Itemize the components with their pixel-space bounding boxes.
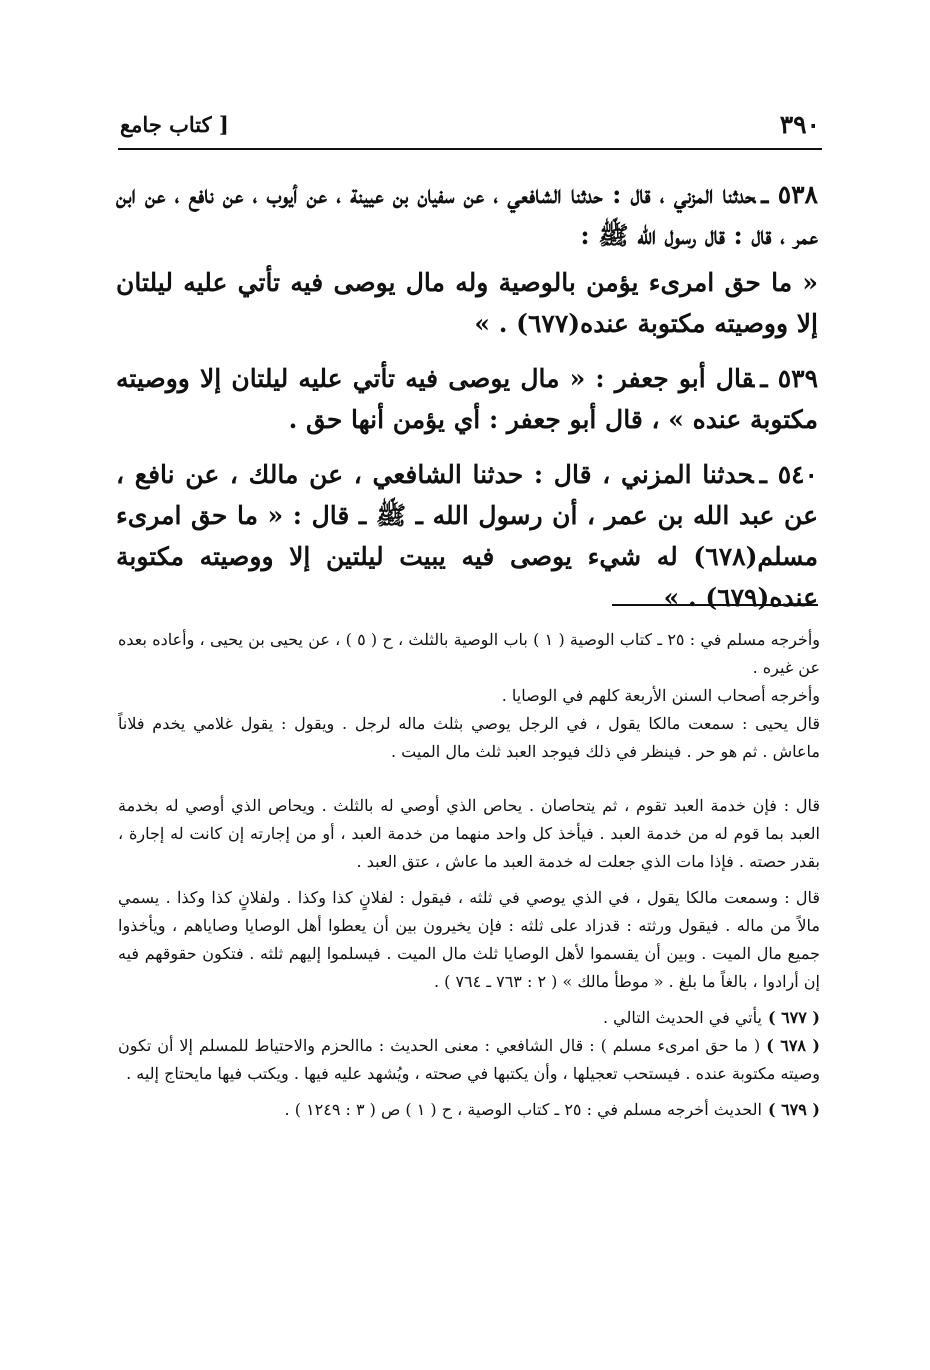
footnote-text: يأتي في الحديث التالي . [602,1008,762,1027]
hadith-text [116,358,818,440]
note-paragraph: قال يحيى : سمعت مالكا يقول ، في الرجل يوصي بثلث ماله لرجل . ويقول : يقول غلامي يخدم فلاناً ماعاش . ثم هو حر . فينظر في ذلك فيوجد العبد ثلث مال الميت . [118,714,820,761]
footnote-text: ( ما حق امرىء مسلم ) : قال الشافعي : معنى الحديث : ماالحزم والاحتياط للمسلم إلا أن تكون وصيته مكتوبة عنده . فيستحب تعجيلها ، وأن يكتبها في صحته ، ويُشهد عليه فيها . ويكتب فيها مايحتاج إليه . [118,1036,820,1083]
footnote-678 [118,1032,820,1088]
hadith-number: ٥٣٨ ـ [761,180,818,209]
note-paragraph: وأخرجه مسلم في : ٢٥ ـ كتاب الوصية ( ١ ) باب الوصية بالثلث ، ح ( ٥ ) ، عن يحيى بن يحيى ، وأعاده بعده عن غيره . [118,630,820,677]
hadith-body: حدثنا المزني ، قال : حدثنا الشافعي ، عن سفيان بن عيينة ، عن أيوب ، عن نافع ، عن ابن عمر ، قال : قال رسول الله ﷺ : [116,180,818,250]
hadith-quote: « ما حق امرىء يؤمن بالوصية وله مال يوصى فيه تأتي عليه ليلتان إلا ووصيته مكتوبة عنده(٦٧٧) . » [116,268,818,338]
hadith-539 [116,358,818,440]
hadith-body: حدثنا المزني ، قال : حدثنا الشافعي ، عن مالك ، عن نافع ، عن عبد الله بن عمر ، أن رسول الله ـ ﷺ ـ قال : « ما حق امرىء مسلم(٦٧٨) له شيء يوصى فيه يبيت ليلتين إلا ووصيته مكتوبة عنده(٦٧٩) . » [116,460,818,612]
note-paragraph: وأخرجه أصحاب السنن الأربعة كلهم في الوصايا . [501,686,820,705]
hadith-text [116,454,818,618]
footnote-divider [612,604,818,606]
footnote-number: ( ٦٧٧ ) [767,1008,820,1027]
hadith-number: ٥٣٩ ـ [760,364,819,393]
footnote-677 [118,1004,820,1032]
footnote-text: الحديث أخرجه مسلم في : ٢٥ ـ كتاب الوصية ، ح ( ١ ) ص ( ٣ : ١٢٤٩ ) . [284,1100,762,1119]
hadith-body: قال أبو جعفر : « مال يوصى فيه تأتي عليه ليلتان إلا ووصيته مكتوبة عنده » ، قال أبو جعفر : أي يؤمن أنها حق . [116,364,818,434]
hadith-538 [116,174,818,344]
footnote-number: ( ٦٧٨ ) [766,1036,821,1055]
footnotes [118,626,820,1124]
main-text [116,174,818,632]
hadith-540 [116,454,818,618]
note-paragraph: قال : وسمعت مالكا يقول ، في الذي يوصي في ثلثه ، فيقول : لفلانٍ كذا وكذا . ولفلانٍ كذا وكذا . يسمي مالاً من ماله . فيقول ورثته : قدزاد على ثلثه : فإن يخيرون بين أن يعطوا أهل الوصايا وصاياهم ، ويأخذوا جميع مال الميت . وبين أن يقسموا لأهل الوصايا ثلث مال الميت . فيسلموا إليهم ثلثه . فتكون حقوقهم فيه إن أرادوا ، بالغاً ما بلغ . « موطأ مالك » ( ٢ : ٧٦٣ ـ ٧٦٤ ) . [118,888,820,991]
page-number: ٣٩٠ [779,110,820,139]
hadith-number: ٥٤٠ ـ [759,460,818,489]
header-divider [118,148,822,150]
footnote-number: ( ٦٧٩ ) [767,1100,820,1119]
page-header [120,110,820,146]
hadith-text [116,174,818,256]
footnote-679 [118,1096,820,1124]
note-paragraph: قال : فإن خدمة العبد تقوم ، ثم يتحاصان . يحاص الذي أوصي له بالثلث . ويحاص الذي أوصي له بخدمة العبد بما قوم له من خدمة العبد . فيأخذ كل واحد منهما من خدمة العبد ، أو من إجارته إن كانت له إجارة ، بقدر حصته . فإذا مات الذي جعلت له خدمة العبد ما عاش ، عتق العبد . [118,796,820,871]
running-title: [ كتاب جامع [120,112,229,137]
